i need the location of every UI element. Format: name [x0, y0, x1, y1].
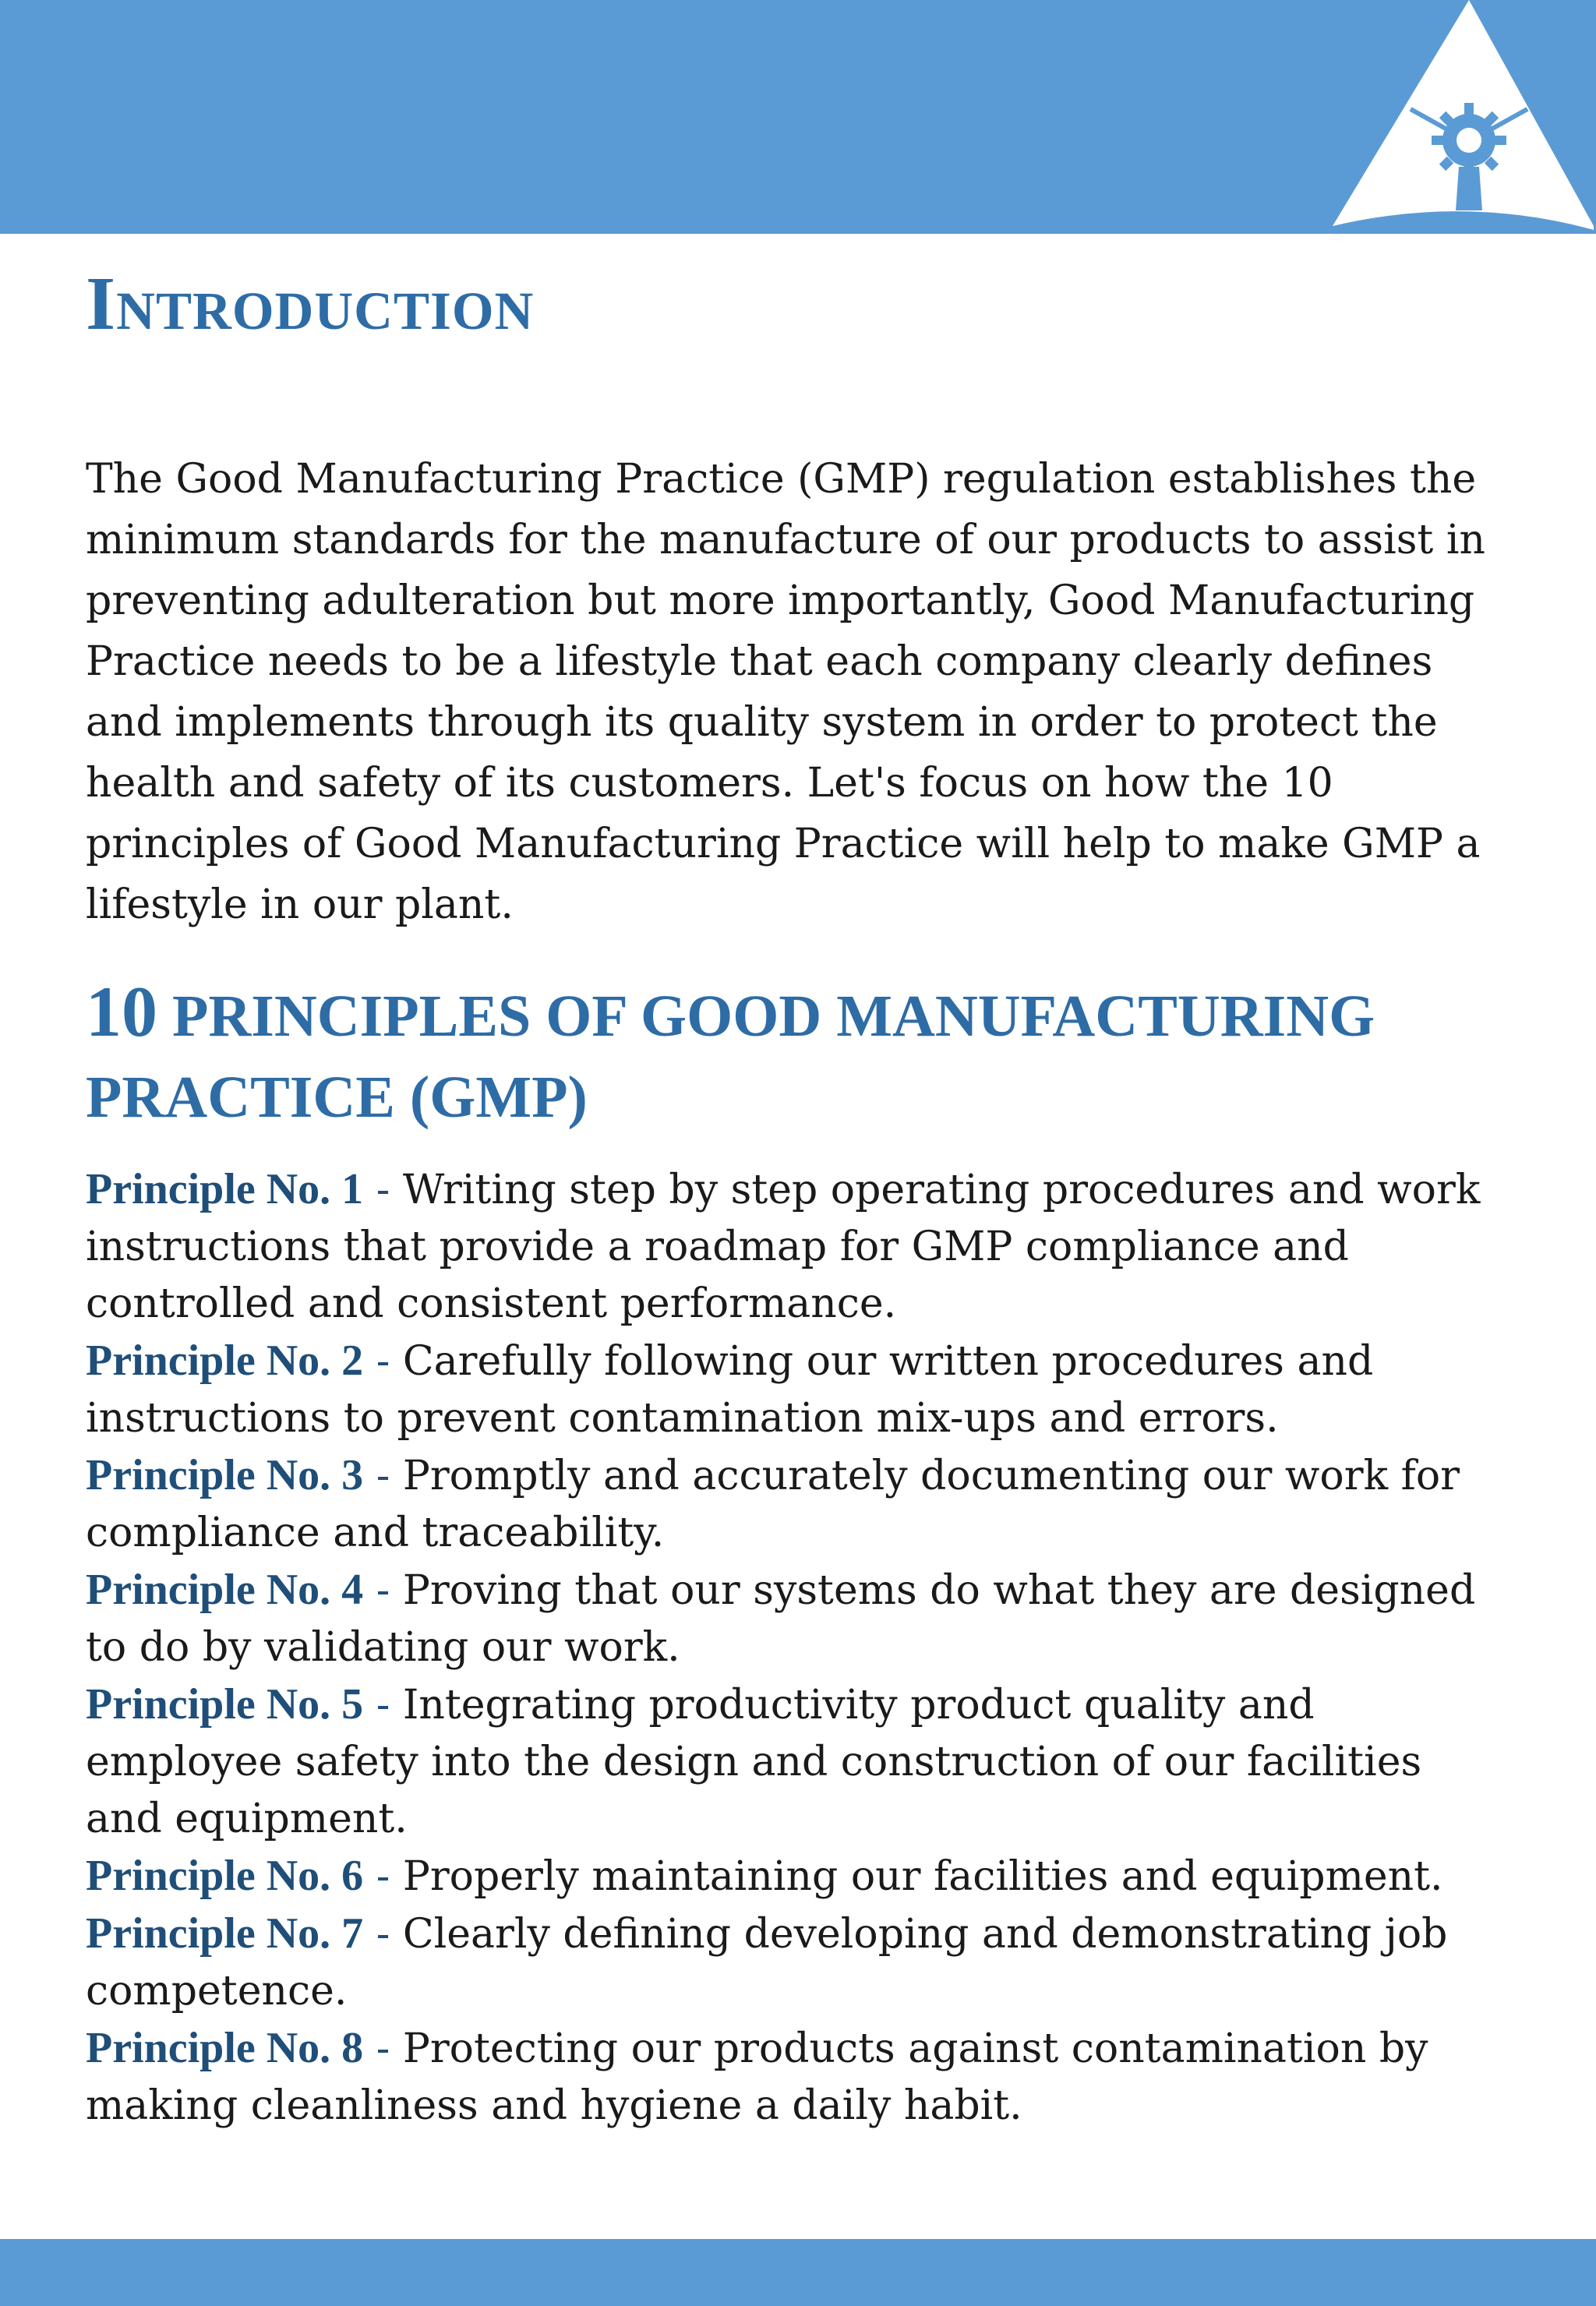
principle-separator: - [363, 1853, 403, 1900]
principle-separator: - [363, 1338, 403, 1385]
principle-item-1 [86, 1161, 1504, 1333]
principle-separator: - [363, 1911, 403, 1958]
principle-item-5 [86, 1676, 1504, 1848]
principles-title-number: 10 [86, 972, 157, 1051]
principle-text: Protecting our products against contamination by making cleanliness and hygiene a daily habit. [86, 2025, 1428, 2129]
principle-separator: - [363, 1682, 403, 1729]
triangle-gear-logo-icon [1325, 0, 1596, 234]
principle-item-6 [86, 1848, 1504, 1905]
principle-text: Promptly and accurately documenting our work for compliance and traceability. [86, 1453, 1460, 1556]
intro-title: Introduction [86, 262, 535, 346]
principle-label: Principle No. 6 [86, 1852, 364, 1900]
principle-text: Properly maintaining our facilities and equipment. [402, 1853, 1443, 1900]
principle-separator: - [363, 1167, 403, 1213]
principle-text: Proving that our systems do what they are designed to do by validating our work. [86, 1567, 1476, 1671]
principle-separator: - [363, 2025, 403, 2072]
principle-label: Principle No. 1 [86, 1165, 364, 1213]
principles-title [86, 971, 1504, 1138]
intro-paragraph: The Good Manufacturing Practice (GMP) regulation establishes the minimum standards for the manufacture of our products to assist in preventing adulteration but more importantly, Good Manufacturing Practice needs to be a lifestyle that each company clearly defines and implements through its quality system in order to protect the health and safety of its customers. Let's focus on how the 10 principles of Good Manufacturing Practice will help to make GMP a lifestyle in our plant. [86, 456, 1485, 928]
principle-text: Carefully following our written procedures and instructions to prevent contamination mix-ups and errors. [86, 1338, 1374, 1442]
principle-item-8 [86, 2020, 1504, 2135]
principle-text: Writing step by step operating procedures and work instructions that provide a roadmap for GMP compliance and controlled and consistent performance. [86, 1167, 1481, 1327]
principle-item-3 [86, 1447, 1504, 1562]
principle-label: Principle No. 5 [86, 1680, 364, 1729]
principle-item-7 [86, 1905, 1504, 2020]
principle-label: Principle No. 3 [86, 1451, 364, 1499]
principle-label: Principle No. 8 [86, 2024, 364, 2072]
principle-item-4 [86, 1562, 1504, 1676]
principles-list [86, 1161, 1504, 2135]
principle-separator: - [363, 1567, 403, 1614]
principle-text: Clearly defining developing and demonstrating job competence. [86, 1911, 1448, 2015]
principle-separator: - [363, 1453, 403, 1499]
footer-band [0, 2239, 1596, 2306]
principles-title-text: PRINCIPLES OF GOOD MANUFACTURING PRACTICE (GMP) [86, 983, 1375, 1130]
principle-label: Principle No. 4 [86, 1566, 364, 1614]
principle-item-2 [86, 1333, 1504, 1447]
principle-text: Integrating productivity product quality and employee safety into the design and construction of our facilities and equipment. [86, 1682, 1422, 1842]
principle-label: Principle No. 7 [86, 1909, 364, 1958]
principle-label: Principle No. 2 [86, 1337, 364, 1385]
